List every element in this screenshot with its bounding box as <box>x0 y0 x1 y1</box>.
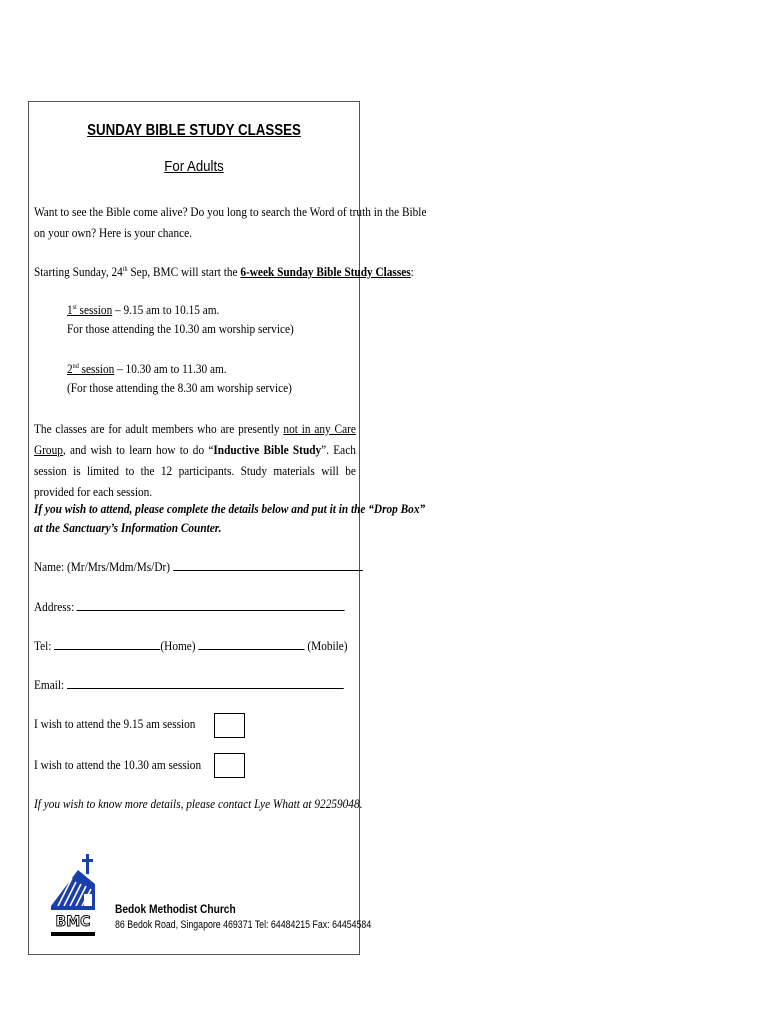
session-2-time: 2nd session – 10.30 am to 11.30 am. <box>67 361 227 376</box>
intro-line-2: on your own? Here is your chance. <box>34 225 192 240</box>
address-label: Address: <box>34 599 75 614</box>
session-1-time: 1st session – 9.15 am to 10.15 am. <box>67 302 220 317</box>
bmc-logo-icon <box>48 854 98 940</box>
page-title: SUNDAY BIBLE STUDY CLASSES <box>87 122 301 139</box>
address-field-row <box>34 597 345 617</box>
care-group-text: not in any Care Group <box>34 421 356 457</box>
church-address: 86 Bedok Road, Singapore 469371 Tel: 64484215 Fax: 64454584 <box>115 919 372 931</box>
name-field-row <box>34 557 363 577</box>
flyer <box>28 101 427 955</box>
session-2-note: (For those attending the 8.30 am worship service) <box>67 380 292 395</box>
tel-label: Tel: <box>34 638 52 653</box>
session-1-note: For those attending the 10.30 am worship service) <box>67 321 294 336</box>
starting-end: : <box>410 264 414 279</box>
starting-suffix: Sep, BMC will start the <box>127 264 241 279</box>
attend-915-checkbox[interactable] <box>214 713 245 738</box>
church-name: Bedok Methodist Church <box>115 902 236 916</box>
inductive-bible-study-text: Inductive Bible Study <box>213 442 322 457</box>
ordinal-suffix: th <box>122 265 128 273</box>
attend-1030-checkbox[interactable] <box>214 753 245 778</box>
name-label: Name: (Mr/Mrs/Mdm/Ms/Dr) <box>34 559 171 574</box>
attend-915-label: I wish to attend the 9.15 am session <box>34 716 196 731</box>
attend-1030-label: I wish to attend the 10.30 am session <box>34 757 202 772</box>
starting-prefix: Starting Sunday, 24 <box>34 264 123 279</box>
classes-paragraph: The classes are for adult members who are presently not in any Care Group, and wish to learn how to do “Inductive Bible Study”. Each session is limited to the 12 participants. Study materials will be provided for each session. <box>34 421 356 499</box>
session-1-label: 1st session <box>67 302 113 317</box>
page-subtitle: For Adults <box>164 158 224 175</box>
email-field[interactable] <box>67 676 344 689</box>
email-field-row <box>34 675 344 695</box>
starting-paragraph <box>34 262 414 282</box>
name-field[interactable] <box>173 558 363 571</box>
home-phone-field[interactable] <box>54 637 160 650</box>
session-2-label: 2nd session <box>67 361 115 376</box>
tel-field-row <box>34 636 348 656</box>
email-label: Email: <box>34 677 65 692</box>
mobile-label: (Mobile) <box>307 638 348 653</box>
intro-line-1: Want to see the Bible come alive? Do you long to search the Word of truth in the Bible <box>34 204 427 219</box>
home-label: (Home) <box>160 638 196 653</box>
address-field[interactable] <box>77 598 345 611</box>
class-highlight: 6-week Sunday Bible Study Classes <box>240 264 411 279</box>
instruction-line-2: at the Sanctuary’s Information Counter. <box>34 520 222 535</box>
instruction-line-1: If you wish to attend, please complete the details below and put it in the “Drop Box” <box>34 501 426 516</box>
mobile-phone-field[interactable] <box>198 637 304 650</box>
contact-note: If you wish to know more details, please contact Lye Whatt at 92259048. <box>34 796 363 811</box>
svg-text:BMC: BMC <box>55 914 91 930</box>
